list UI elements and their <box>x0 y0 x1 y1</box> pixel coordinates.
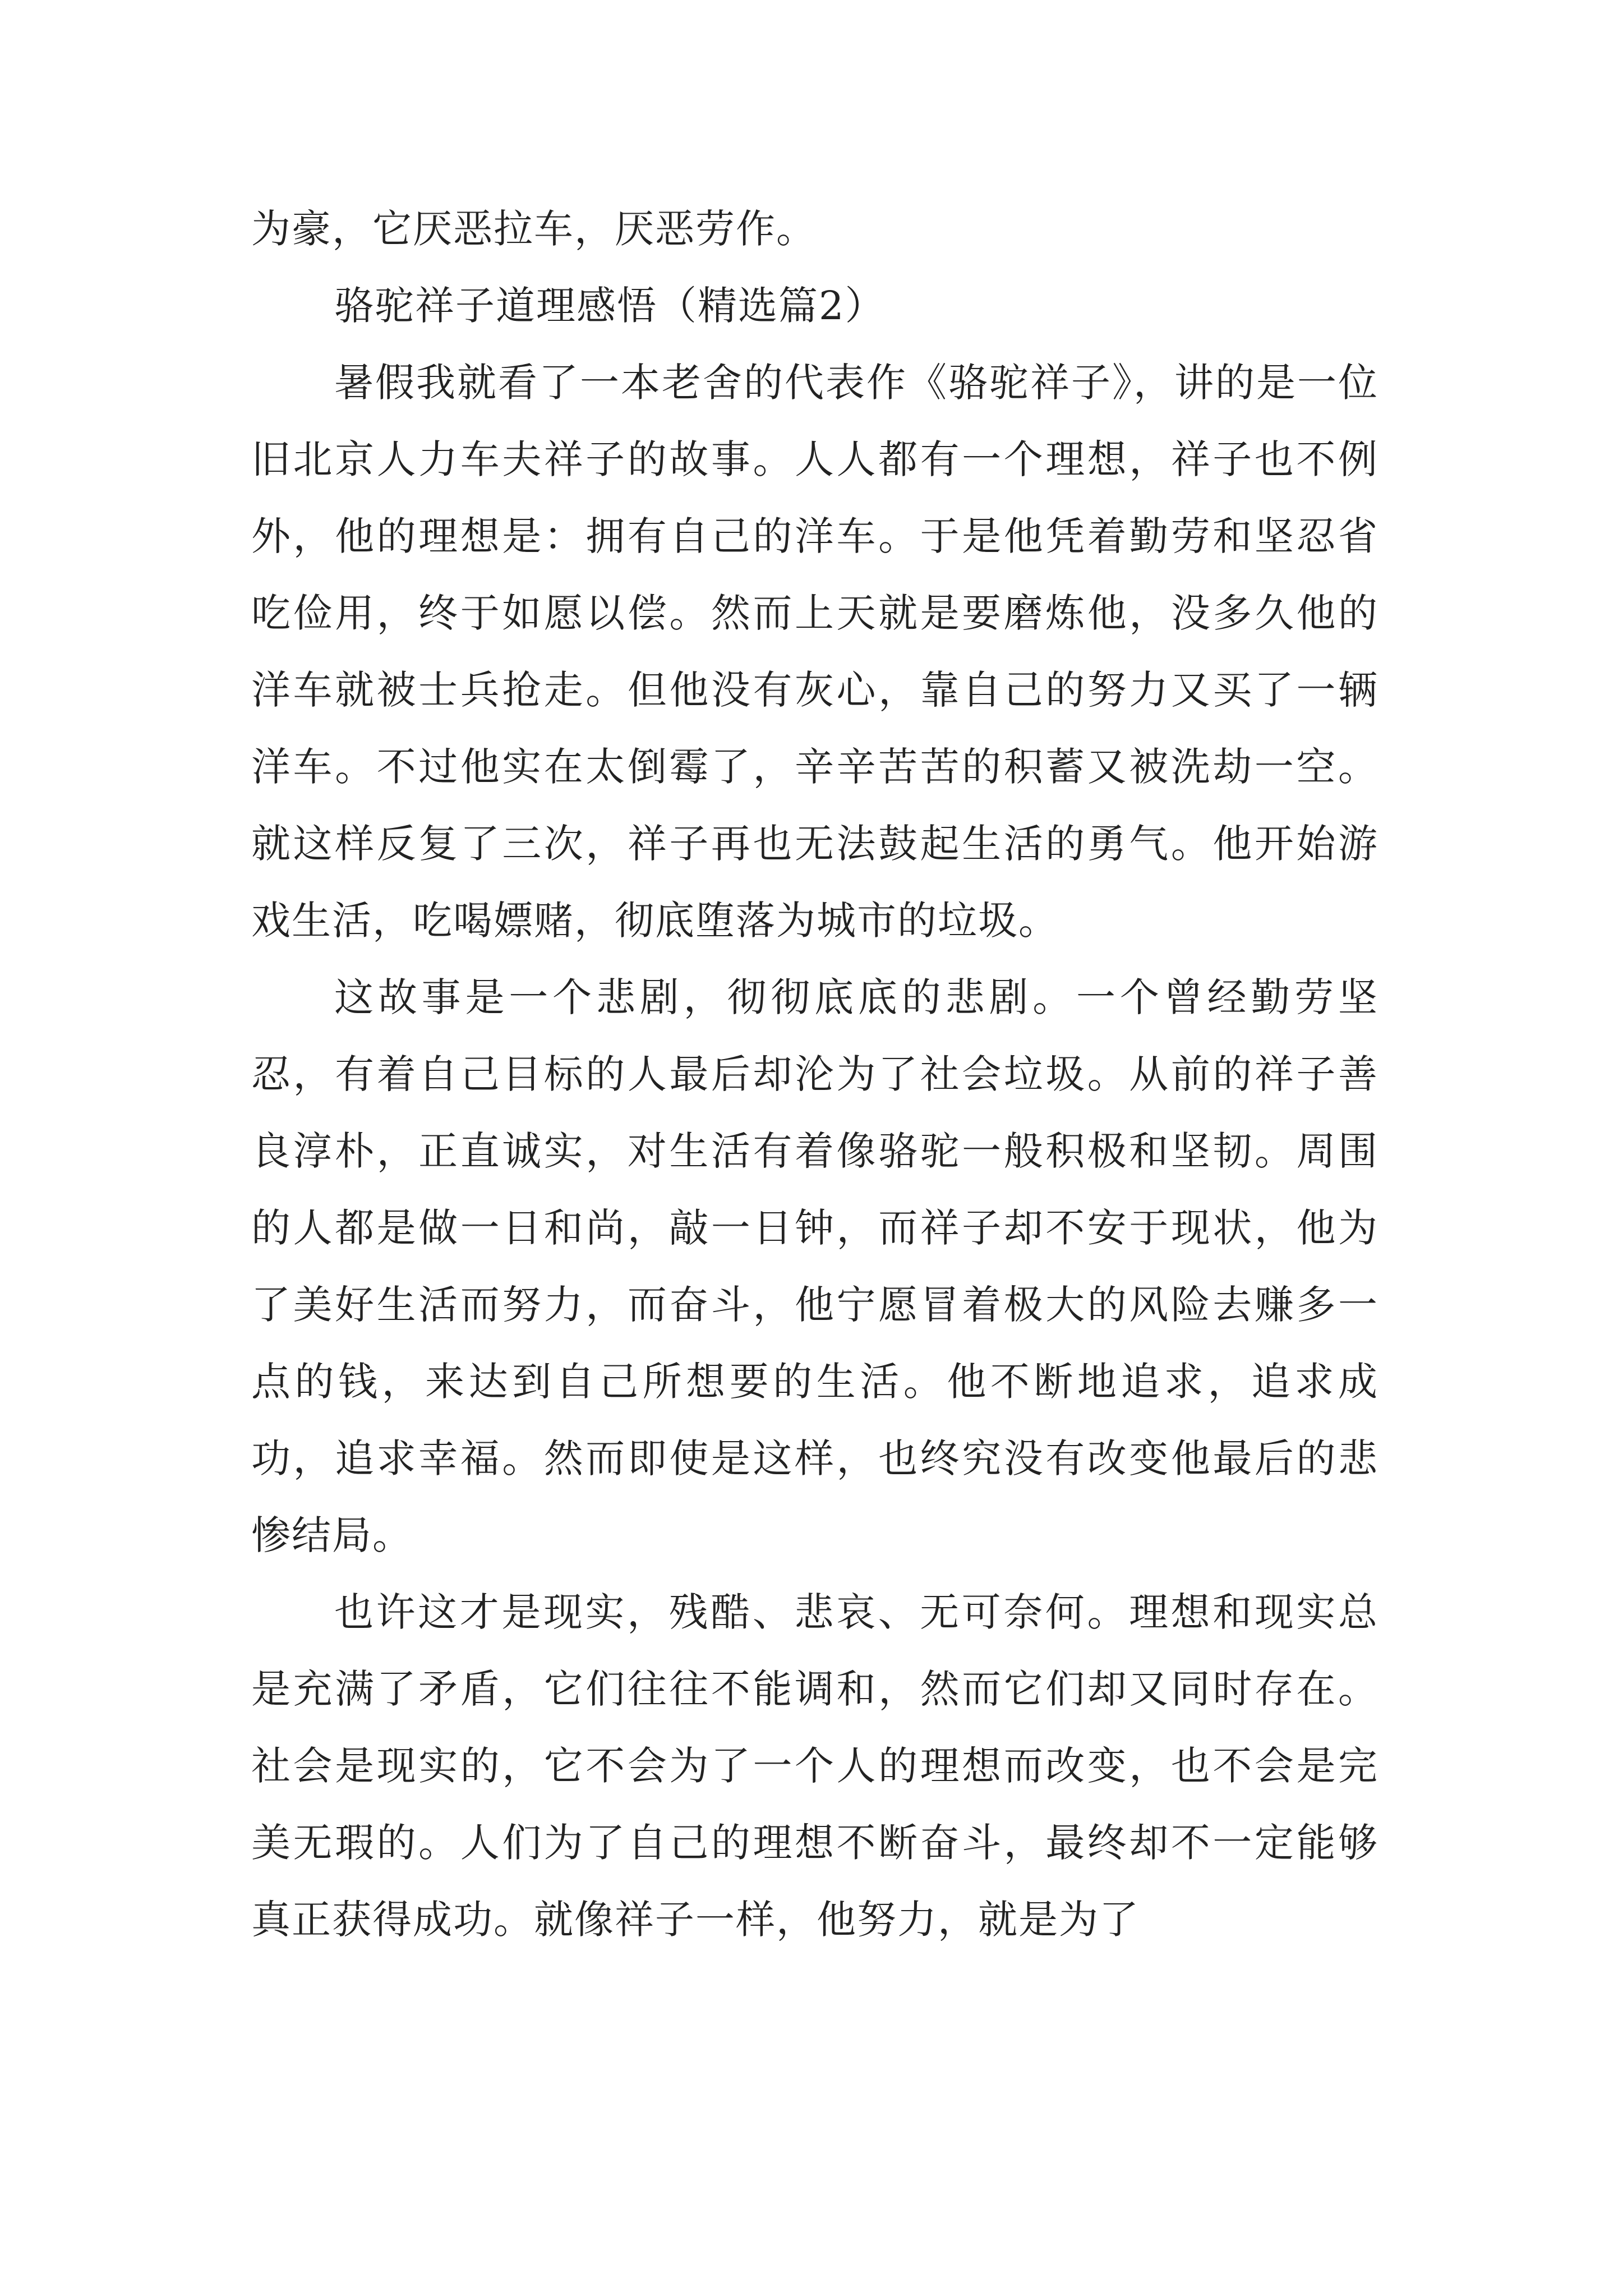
document-body <box>251 191 1378 1958</box>
section-heading: 骆驼祥子道理感悟（精选篇2） <box>334 283 886 329</box>
paragraph-3: 也许这才是现实，残酷、悲哀、无可奈何。理想和现实总是充满了矛盾，它们往往不能调和，然而它们却又同时存在。社会是现实的，它不会为了一个人的理想而改变，也不会是完美无瑕的。人们为了自己的理想不断奋斗，最终却不一定能够真正获得成功。就像祥子一样，他努力，就是为了 <box>251 1589 1378 1943</box>
paragraph-2: 这故事是一个悲剧，彻彻底底的悲剧。一个曾经勤劳坚忍，有着自己目标的人最后却沦为了社会垃圾。从前的祥子善良淳朴，正直诚实，对生活有着像骆驼一般积极和坚韧。周围的人都是做一日和尚，敲一日钟，而祥子却不安于现状，他为了美好生活而努力，而奋斗，他宁愿冒着极大的风险去赚多一点的钱，来达到自己所想要的生活。他不断地追求，追求成功，追求幸福。然而即使是这样，也终究没有改变他最后的悲惨结局。 <box>251 974 1378 1558</box>
paragraph-continuation: 为豪，它厌恶拉车，厌恶劳作。 <box>251 206 817 252</box>
paragraph-1: 暑假我就看了一本老舍的代表作《骆驼祥子》，讲的是一位旧北京人力车夫祥子的故事。人人都有一个理想，祥子也不例外，他的理想是：拥有自己的洋车。于是他凭着勤劳和坚忍省吃俭用，终于如愿以偿。然而上天就是要磨炼他，没多久他的洋车就被士兵抢走。但他没有灰心，靠自己的努力又买了一辆洋车。不过他实在太倒霉了，辛辛苦苦的积蓄又被洗劫一空。就这样反复了三次，祥子再也无法鼓起生活的勇气。他开始游戏生活，吃喝嫖赌，彻底堕落为城市的垃圾。 <box>251 360 1378 944</box>
